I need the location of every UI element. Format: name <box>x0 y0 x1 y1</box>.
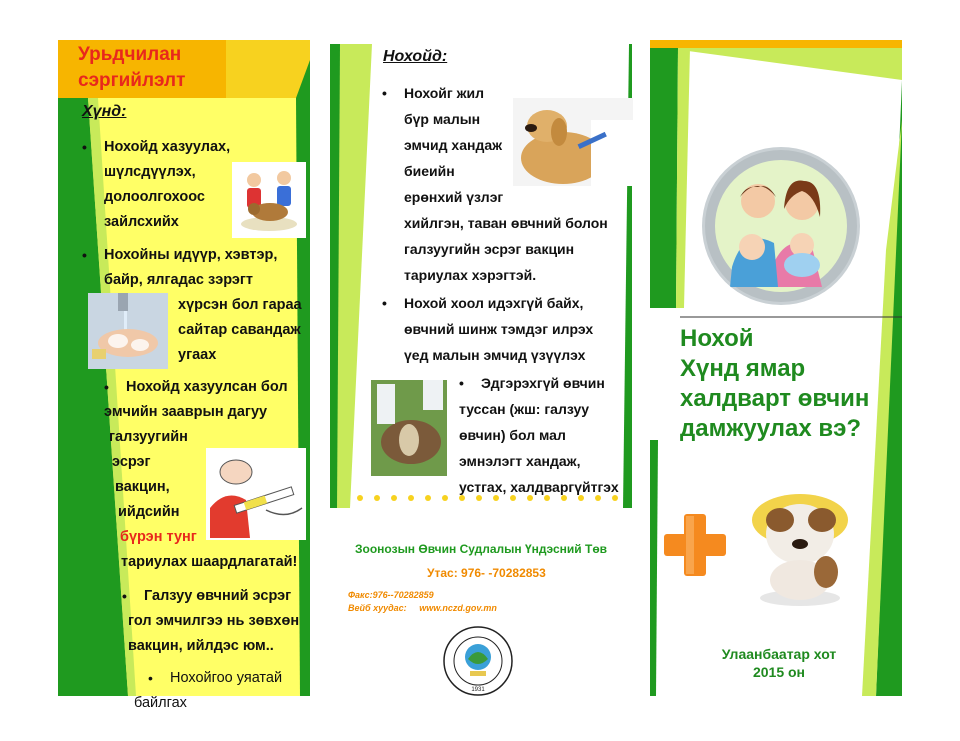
right-green-bottom-left <box>650 440 658 696</box>
dog-subheading: Нохойд: <box>383 48 448 65</box>
text-line: үед малын эмчид үзүүлэх <box>404 347 586 363</box>
text-line: • Нохойд хазуулсан бол <box>126 379 288 395</box>
right-lime-left <box>676 48 690 308</box>
text-line: эмчид хандаж <box>404 137 503 153</box>
text-line: сайтар савандаж <box>178 322 301 338</box>
logo-year: 1931 <box>471 687 485 693</box>
text-line: хийлгэн, таван өвчний болон <box>404 215 608 231</box>
year-label: 2015 он <box>752 664 806 680</box>
phone-number: Утас: 976- -70282853 <box>427 566 546 580</box>
text-line: устгах, халдваргүйтгэх <box>459 479 619 495</box>
text-line: эмнэлэгт хандаж, <box>459 453 581 469</box>
text-line: вакцин, ийлдэс юм.. <box>128 638 274 654</box>
text-line: • Эдгэрэхгүй өвчин <box>481 375 605 391</box>
text-line: • Нохой хоол идэхгүй байх, <box>404 295 584 311</box>
text-line: өвчний шинж тэмдэг илрэх <box>404 321 594 337</box>
text-line: • Нохойд хазуулах, <box>104 139 231 155</box>
text-line: • Нохойны идүүр, хэвтэр, <box>104 247 278 263</box>
text-line: бүр малын <box>404 111 481 127</box>
fax-number: Факс:976--70282859 <box>348 590 434 600</box>
text-line: байр, ялгадас зэрэгт <box>104 272 254 288</box>
text-line: долоолгохоос <box>104 189 205 205</box>
title-line3: халдварт өвчин <box>680 385 870 412</box>
family-illustration-badge <box>702 147 860 305</box>
text-line: угаах <box>178 347 217 363</box>
text-line: вакцин, <box>115 479 170 495</box>
title-line2: Хүнд ямар <box>680 355 806 382</box>
bulldog-puppy-image <box>740 486 862 612</box>
full-dose-highlight: бүрэн тунг <box>120 529 197 545</box>
title-line4: дамжуулах вэ? <box>680 415 862 442</box>
text-line: галзуугийн <box>109 429 188 445</box>
text-line: галзуугийн эсрэг вакцин <box>404 241 575 257</box>
human-subheading: Хүнд: <box>82 103 127 120</box>
text-line: эсрэг <box>112 454 151 470</box>
text-line: • Галзуу өвчний эсрэг <box>144 588 292 604</box>
text-line: ерөнхий үзлэг <box>404 189 504 205</box>
text-line: • Нохойгоо уяатай <box>170 670 283 686</box>
right-orange-band <box>650 40 902 48</box>
right-lime-top <box>666 48 902 80</box>
website-label: Вейб хуудас: <box>348 603 407 613</box>
text-line: ийдсийн <box>118 504 180 520</box>
text-line: шүлсдүүлэх, <box>104 164 196 180</box>
location-year <box>714 645 844 681</box>
text-line: тариулах хэрэгтэй. <box>404 267 537 283</box>
title-line1: Нохой <box>680 325 754 352</box>
prevention-heading-line2: сэргийлэлт <box>78 70 186 91</box>
text-line: туссан (жш: галзуу <box>459 401 590 417</box>
city-label: Улаанбаатар хот <box>721 646 837 662</box>
text-line: зайлсхийх <box>104 214 179 230</box>
main-title <box>680 324 869 444</box>
website-link[interactable]: www.nczd.gov.mn <box>419 603 497 613</box>
text-line: биеийн <box>404 163 455 179</box>
text-line: эмчийн зааврын дагуу <box>104 404 268 420</box>
medical-cross-icon <box>662 512 728 578</box>
text-line: байлгах <box>134 695 187 711</box>
text-line: өвчин) бол мал <box>459 427 566 443</box>
text-line: хүрсэн бол гараа <box>178 297 302 313</box>
prevention-heading-line1: Урьдчилан <box>78 44 182 65</box>
org-name: Зоонозын Өвчин Судлалын Үндэсний Төв <box>355 542 608 556</box>
right-green-left <box>650 48 678 308</box>
left-bullet-3-end: тариулах шаардлагатай! <box>121 554 298 570</box>
text-line: гол эмчилгээ нь зөвхөн <box>128 613 300 629</box>
text-line: • Нохойг жил <box>404 85 485 101</box>
